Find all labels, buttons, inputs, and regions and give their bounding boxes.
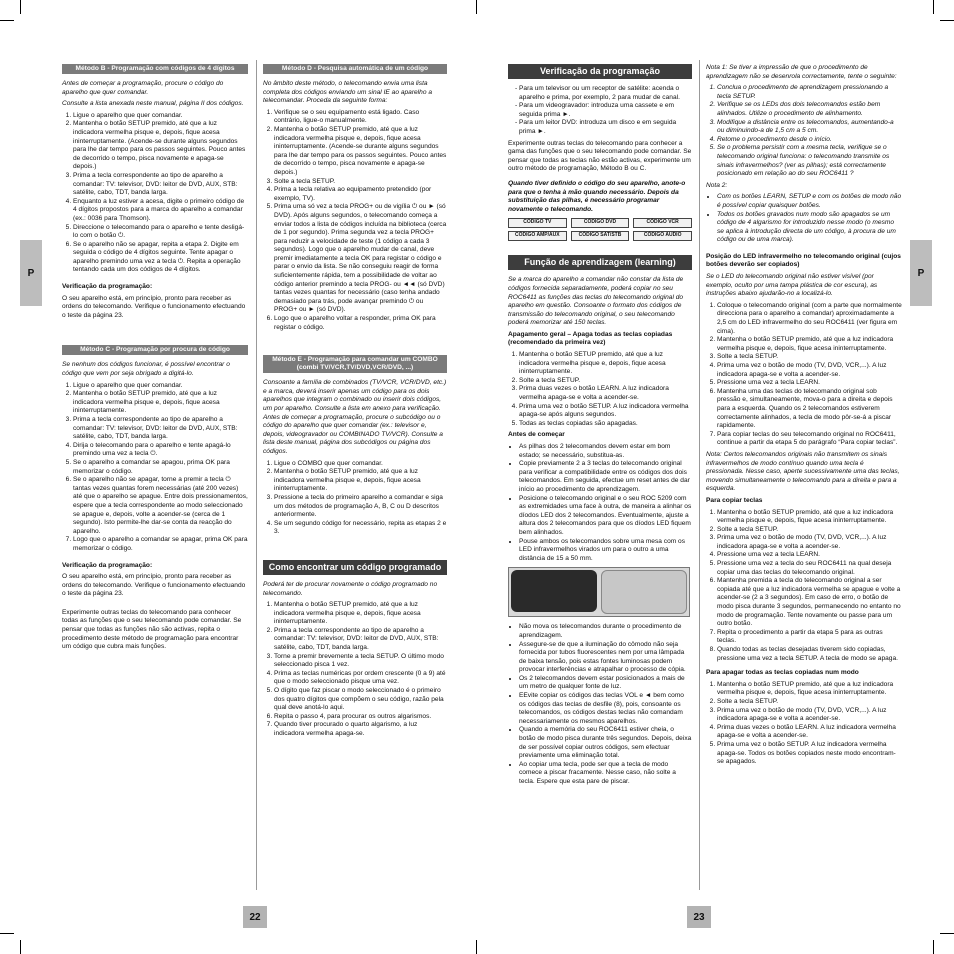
list-item: 1. Coloque o telecomando original (com a parte que normalmente direcciona para o aparelho a comandar) aproximadamente a 2,5 cm do LED infravermelho do seu ROC6411 (ver figura em cima). [717,302,902,336]
bullet-list [706,193,902,245]
list-item: • Pouse ambos os telecomandos sobre uma mesa com os LED infravermelhos virados um para o outro a uma distância de 15 a 50 mm. [519,538,692,564]
list-item: • Posicione o telecomando original e o seu ROC 5209 com as extremidades uma face à outra, de maneira a alinhar os díodos LED dos 2 telecomandos. Eventualmente, ajuste a altura dos 2 telecomandos para que os díodos LED fiquem bem alinhados. [519,495,692,538]
crop-mark [20,0,21,14]
list-item: 3. Prima a tecla correspondente ao tipo de aparelho a comandar: TV: televisor, DVD: leitor de DVD, AUX, STB: satélite, cabo, TDT, banda larga. [73,416,248,442]
list-item: 2. Solte a tecla SETUP. [519,377,692,386]
language-tab-right [910,240,932,306]
language-tab-left [20,240,42,306]
list-item: 2. Verifique se os LEDs dos dois telecomandos estão bem alinhados. Utilize o procedimento de alinhamento. [717,101,902,118]
list-item: 1. Verifique se o seu equipamento está ligado. Caso contrário, ligue-o manualmente. [274,109,447,126]
list-item: 4. Prima uma vez o botão SETUP. A luz indicadora vermelha apaga-se após alguns segundos. [519,403,692,420]
list-item: 5. Prima uma só vez a tecla PROG+ ou de vigília ⏻ ou ► (só DVD). Após alguns segundos, o telecomando começa a enviar todos a lista de códigos incluída na biblioteca (cerca de 1 por segundo). Prima segunda vez a tecla PROG+ para reduzir a velocidade de teste (1 código a cada 3 segundos). Logo que o aparelho mudar de canal, deve premir imediatamente a tecla OK para registar o código e parar o envio da lista. Se não conseguiu reagir de forma suficientemente rápida, tem a possibilidade de voltar ao código anterior premindo a tecla PROG- ou ◄◄ (só DVD) tantas vezes quantas for necessário (caso tenha andado demasiado para trás, pode avançar premindo ⏻ ou PROG+ ou ► (só DVD). [274,203,447,315]
section-header-method-e: Método E - Programação para comandar um COMBO (combi TV/VCR,TV/DVD,VCR/DVD, ...) [263,355,447,373]
crop-mark [20,940,21,954]
list-item: • Todos os botões gravados num modo são apagados se um código de 4 algarismo for introduzido nesse modo (o mesmo se aplica à introdução directa de um código, à procura de um código ou de uma marca). [717,211,902,245]
list-item: 3. Prima a tecla correspondente ao tipo de aparelho a comandar: TV: televisor, DVD: leitor de DVD, AUX, STB: satélite, cabo, TDT, banda larga. [73,172,248,198]
list-item: • Assegure-se de que a iluminação do cômodo não seja fornecida por tubos fluorescentes nem por uma lâmpada de baixa tensão, pois estas fontes luminosas podem provocar interferências e atrapalhar o processo de cópia. [519,641,692,675]
paragraph: Experimente outras teclas do telecomando para conhecer a gama das funções que o seu telecomando pode comandar. Se pensar que todas as teclas não estão activas, experimente um outro método de programação, Método B ou C. [508,139,692,173]
list-item: 1. Mantenha o botão SETUP premido, até que a luz indicadora vermelha pisque e, depois, fique acesa ininterruptamente. [519,351,692,377]
section-header-method-d: Método D - Pesquisa automática de um código [263,64,447,74]
list-item: • Ao copiar uma tecla, pode ser que a tecla de modo comece a piscar fracamente. Nesse caso, não solte a tecla. Espere que esta pare de piscar. [519,761,692,787]
subheading: Para apagar todas as teclas copiadas num modo [706,669,859,677]
code-box-tv: CÓDIGO TV [508,218,567,228]
list-item: 5. Todas as teclas copiadas são apagadas. [519,420,692,429]
bullet-list [508,623,692,786]
list-item: 7. Quando tiver procurado o quarto algarismo, a luz indicadora vermelha apaga-se. [274,721,447,738]
list-item: 2. Solte a tecla SETUP. [717,526,902,535]
list-item: 2. Mantenha o botão SETUP premido, até que a luz indicadora vermelha pisque e, depois, fique acesa ininterruptamente. [717,336,902,353]
list-item: 4. Prima a tecla relativa ao equipamento pretendido (por exemplo, TV). [274,186,447,203]
list-item: 1. Mantenha o botão SETUP premido, até que a luz indicadora vermelha pisque e, depois, fique acesa ininterruptamente. [274,601,447,627]
list-item: 5. Direccione o telecomando para o aparelho e tente desligá-lo com o botão ⏻. [73,224,248,241]
list-item: • Não mova os telecomandos durante o procedimento de aprendizagem. [519,623,692,640]
steps-list [263,601,447,739]
subheading: Apagamento geral – Apaga todas as teclas copiadas (recomendado da primeira vez) [508,330,673,347]
list-item: 5. Pressione uma vez a tecla LEARN. [717,379,902,388]
list-item: 4. Prima uma vez o botão de modo (TV, DVD, VCR,...). A luz indicadora apaga-se e volta a acender-se. [717,362,902,379]
column-3 [508,64,692,790]
column-divider [699,60,700,890]
code-box-dvd: CÓDIGO DVD [571,218,630,228]
intro-text: No âmbito deste método, o telecomando envia uma lista completa dos códigos enviando um sinal IE ao aparelho a telecomandar. Proceda da seguinte forma: [263,80,432,105]
page-number-left [243,906,267,928]
list-item: - Para um televisor ou um receptor de satélite: acenda o aparelho e prima, por exemplo, 2 para mudar de canal. [519,85,692,102]
subheading: Antes de começar [508,431,565,439]
list-item: 4. Enquanto a luz estiver a acesa, digite o primeiro código de 4 dígitos propostos para a marca do aparelho a comandar (ex.: 0036 para Thomson). [73,198,248,224]
bullet-list [508,85,692,137]
steps-list [62,112,248,275]
paragraph: Se o LED do telecomando original não estiver visível (por exemplo, oculto por uma tampa plástica de cor escura), as instruções abaixo ajudarão-no a localizá-lo. [706,273,878,298]
list-item: 2. Mantenha o botão SETUP premido, até que a luz indicadora vermelha pisque e, depois, fique acesa ininterruptamente. (Acende-se durante alguns segundos para lhe dar tempo para os passos seguintes. Pouco antes de decorrido o tempo, pisca novamente e apaga-se depois.) [73,120,248,172]
steps-list [62,382,248,554]
section-header-find-code: Como encontrar um código programado [263,560,447,575]
code-box-sat: CÓDIGO SAT/STB [571,231,630,241]
remote-original [511,570,597,612]
list-item: 1. Ligue o aparelho que quer comandar. [73,382,248,391]
list-item: • Quando a memória do seu ROC6411 estiver cheia, o botão de modo pisca durante três segundos. Depois, deixa de ser possível copiar outros códigos, sem efectuar previamente uma eliminação total. [519,726,692,760]
code-box-amp: CÓDIGO AMP/AUX [508,231,567,241]
list-item: 6. Se o aparelho não se apagar, repita a etapa 2. Digite em seguida o código de 4 dígitos seguinte. Tente apagar o aparelho premindo uma vez a tecla ⏻. Repita a operação tentando cada um dos códigos de 4 dígitos. [73,241,248,275]
section-header-learning: Função de aprendizagem (learning) [508,255,692,270]
list-item: 3. Prima duas vezes o botão LEARN. A luz indicadora vermelha apaga-se e volta a acender-se. [519,385,692,402]
subheading: Para copiar teclas [706,496,763,504]
remotes-illustration [508,567,690,617]
subheading: Posição do LED infravermelho no telecomando original (cujos botões deverão ser copiados) [706,252,901,269]
list-item: 4. Se um segundo código for necessário, repita as etapas 2 e 3. [274,520,447,537]
list-item: 2. Prima a tecla correspondente ao tipo de aparelho a comandar: TV: televisor, DVD: leitor de DVD, AUX, STB: satélite, cabo, TDT, banda larga. [274,627,447,653]
list-item: - Para um videogravador: introduza uma cassete e em seguida prima ►. [519,102,692,119]
list-item: 2. Mantenha o botão SETUP premido, até que a luz indicadora vermelha pisque e, depois, fique acesa ininterruptamente. [274,468,447,494]
list-item: 4. Pressione uma vez a tecla LEARN. [717,551,902,560]
crop-mark [0,933,14,934]
column-4 [706,64,902,770]
crop-mark [933,940,934,954]
tab-label: P [917,267,925,279]
list-item: 3. Pressione a tecla do primeiro aparelho a comandar e siga um dos métodos de programação A, B, C ou D descritos anteriormente. [274,494,447,520]
intro-text: Se nenhum dos códigos funcionar, é possível encontrar o código que vem por seja obrigado a digitá-lo. [62,361,230,378]
list-item: 3. Prima uma vez o botão de modo (TV, DVD, VCR,...). A luz indicadora apaga-se e volta a acender-se. [717,534,902,551]
intro-text: Consoante a família de combinados (TV/VCR, VCR/DVD, etc.) e a marca, deverá inserir apenas um código para os dois aparelhos que integram o combinado ou inserir dois códigos, um por aparelho. Consulte a lista em anexo para verificação. Antes de começar a programação, procure o subcódigo ou o código do aparelho que quer comandar (ex.: televisor e, depois, videogravador ou COMBINADO TV/VCR). Consulte a lista deste manual, página dos subcódigos ou página dos códigos. [263,379,447,455]
paragraph: Experimente outras teclas do telecomando para conhecer todas as funções que o seu telecomando pode comandar. Se pensar que todas as funções não são activas, repita o procedimento deste método de programação para encontrar um código que cubra mais funções. [62,608,242,651]
note-label: Nota 1: [706,64,728,71]
list-item: 1. Ligue o COMBO que quer comandar. [274,460,447,469]
steps-list [706,84,902,179]
column-divider [256,60,257,890]
subheading: Verificação da programação: [62,283,153,291]
list-item: • Com os botões LEARN, SETUP e com os botões de modo não é possível copiar quaisquer botões. [717,193,902,210]
emphasis-text: Quando tiver definido o código do seu aparelho, anote-o para que o tenha à mão quando necessário. Depois da substituição das pilhas, é necessário programar novamente o telecomando. [508,179,686,213]
list-item: 3. Prima uma vez o botão de modo (TV, DVD, VCR,...). A luz indicadora apaga-se e volta a acender-se. [717,707,902,724]
list-item: 3. Solte a tecla SETUP. [717,353,902,362]
column-2 [263,64,447,742]
intro-text: Antes de começar a programação, procure o código do aparelho que quer comandar. [62,80,224,96]
note-text: Nota: Certos telecomandos originais não transmitem os sinais infravermelhos de modo contínuo quando uma tecla é pressionada. Nesse caso, aperte sucessivamente uma das teclas, movendo simultaneamente o telecomando para a direita e para a esquerda. [706,450,900,493]
list-item: • Os 2 telecomandos devem estar posicionados a mais de um metro de qualquer fonte de luz. [519,675,692,692]
section-header-method-b: Método B - Programação com códigos de 4 dígitos [62,64,248,74]
list-item: • As pilhas dos 2 telecomandos devem estar em bom estado; se necessário, substitua-as. [519,443,692,460]
section-header-verification: Verificação da programação [508,64,692,79]
code-box-audio: CÓDIGO AUDIO [633,231,692,241]
note-1 [706,64,902,81]
list-item: 6. Mantenha premida a tecla do telecomando original a ser copiada até que a luz indicadora vermelha se apague e volte a acender-se (2 a 3 segundos). Em caso de erro, o botão de modo pisca durante 3 segundos, permanecendo no entanto no modo de programação. Tente novamente ou passe para um outro botão. [717,577,902,629]
list-item: 4. Prima duas vezes o botão LEARN. A luz indicadora vermelha apaga-se e volta a acender-se. [717,724,902,741]
list-item: 7. Logo que o aparelho a comandar se apagar, prima OK para memorizar o código. [73,536,248,553]
list-item: 1. Mantenha o botão SETUP premido, até que a luz indicadora vermelha pisque e, depois, fique acesa ininterruptamente. [717,509,902,526]
list-item: 6. Repita o passo 4, para procurar os outros algarismos. [274,713,447,722]
note-text: Se tiver a impressão de que o procedimento de aprendizagem não se desenrola correctamente, tente o seguinte: [706,64,897,80]
tab-label: P [27,267,35,279]
code-boxes [508,218,692,241]
list-item: 8. Quando todas as teclas desejadas tiverem sido copiadas, pressione uma vez a tecla SETUP. A tecla de modo se apaga. [717,646,902,663]
code-box-vcr: CÓDIGO VCR [633,218,692,228]
crop-mark [933,0,934,14]
list-item: 6. Se o aparelho não se apagar, torne a premir a tecla ⏻ tantas vezes quantas forem necessárias (até 200 vezes) até que o aparelho se apague. Entre dois pressionamentos, espere que a tecla correspondente ao modo seleccionado se apague e, depois, volte a acender-se (cerca de 1 segundo). Isto permite-lhe dar-se conta da reacção do aparelho. [73,476,248,536]
list-item: 3. Solte a tecla SETUP. [274,178,447,187]
list-item: 1. Conclua o procedimento de aprendizagem pressionando a tecla SETUP. [717,84,902,101]
list-item: 5. Se o problema persistir com a mesma tecla, verifique se o telecomando original funciona: o telecomando transmite os sinais infravermelhos? (ver as pilhas); está correctamente posicionado em relação ao do seu ROC6411 ? [717,144,902,178]
steps-list [263,460,447,537]
list-item: 1. Mantenha o botão SETUP premido, até que a luz indicadora vermelha pisque e, depois, fique acesa ininterruptamente. [717,681,902,698]
intro-text: Se a marca do aparelho a comandar não constar da lista de códigos fornecida separadamente, poderá copiar no seu ROC6411 as funções das teclas do telecomando original do aparelho em questão. Consoante o formato dos códigos de transmissão do telecomando original, o seu telecomando poderá memorizar até 150 teclas. [508,276,684,327]
list-item: 6. Logo que o aparelho voltar a responder, prima OK para registar o código. [274,315,447,332]
page-number-right [687,906,711,928]
bullet-list [508,443,692,563]
list-item: • EEvite copiar os códigos das teclas VOL e ◄ bem como os códigos das teclas de desfile (8), pois, consoante os telecomandos, os códigos destas teclas não comandam necessariamente os mesmos aparelhos. [519,692,692,726]
steps-list [706,302,902,448]
remote-roc6411 [601,570,687,614]
intro-text: Consulte a lista anexada neste manual, página II dos códigos. [62,100,244,108]
list-item: 3. Torne a premir brevemente a tecla SETUP. O último modo seleccionado pisca 1 vez. [274,653,447,670]
paragraph: O seu aparelho está, em princípio, pronto para receber as ordens do telecomando. Verifique o funcionamento efectuando o teste da página 23. [62,294,246,319]
list-item: 4. Prima as teclas numéricas por ordem crescente (0 a 9) até que o modo seleccionado pisque uma vez. [274,670,447,687]
intro-text: Poderá ter de procurar novamente o código programado no telecomando. [263,580,438,597]
list-item: 5. Prima uma vez o botão SETUP. A luz indicadora vermelha apaga-se. Todos os botões copiados neste modo encontram-se apagados. [717,741,902,767]
steps-list [508,351,692,428]
list-item: 6. Mantenha uma das teclas do telecomando original sob pressão e, simultaneamente, mova-o para a direita e depois para a esquerda. Quando os 2 telecomandos estiverem correctamente alinhados, a tecla de modo pôr-se-á a piscar rapidamente. [717,388,902,431]
list-item: 1. Ligue o aparelho que quer comandar. [73,112,248,121]
list-item: 7. Para copiar teclas do seu telecomando original no ROC6411, continue a partir da etapa 5 do parágrafo “Para copiar teclas”. [717,431,902,448]
list-item: 7. Repita o procedimento a partir da etapa 5 para as outras teclas. [717,629,902,646]
list-item: - Para um leitor DVD: introduza um disco e em seguida prima ►. [519,119,692,136]
subheading: Verificação da programação: [62,561,153,569]
list-item: 3. Modifique a distância entre os telecomandos, aumentando-a ou diminuindo-a de 1,5 cm a 5 cm. [717,119,902,136]
crop-mark [476,0,477,14]
list-item: 5. O dígito que faz piscar o modo seleccionado é o primeiro dos quatro dígitos que compõem o seu código, razão pela qual deve anotá-lo aqui. [274,687,447,713]
note-label: Nota 2: [706,181,728,189]
list-item: 2. Solte a tecla SETUP. [717,698,902,707]
crop-mark [940,20,954,21]
list-item: 2. Mantenha o botão SETUP premido, até que a luz indicadora vermelha pisque e, depois, fique acesa ininterruptamente. [73,390,248,416]
crop-mark [0,20,14,21]
steps-list [263,109,447,332]
list-item: 4. Dirija o telecomando para o aparelho e tente apagá-lo premindo uma vez a tecla ⏻. [73,442,248,459]
page-number-label: 22 [249,911,261,923]
list-item: 2. Mantenha o botão SETUP premido, até que a luz indicadora vermelha pisque e, depois, fique acesa ininterruptamente. (Acende-se durante alguns segundos para lhe dar tempo para os passos seguintes. Pouco antes de decorrido o tempo, pisca novamente e apaga-se depois.) [274,126,447,178]
steps-list [706,509,902,664]
section-header-method-c: Método C - Programação por procura de código [62,345,248,355]
paragraph: O seu aparelho está, em princípio, pronto para receber as ordens do telecomando. Verifique o funcionamento efectuando o teste da página 23. [62,573,246,598]
list-item: • Copie previamente 2 a 3 teclas do telecomando original para verificar a compatibilidade entre os códigos dos dois telecomandos. Em seguida, efectue um reset antes de dar início ao procedimento de aprendizagem. [519,460,692,494]
list-item: 4. Retome o procedimento desde o início. [717,136,902,145]
list-item: 5. Se o aparelho a comandar se apagou, prima OK para memorizar o código. [73,459,248,476]
list-item: 5. Pressione uma vez a tecla do seu ROC6411 na qual deseja copiar uma das teclas do telecomando original. [717,560,902,577]
crop-mark [476,940,477,954]
crop-mark [940,933,954,934]
column-1 [62,64,248,655]
steps-list [706,681,902,767]
page-number-label: 23 [693,911,705,923]
